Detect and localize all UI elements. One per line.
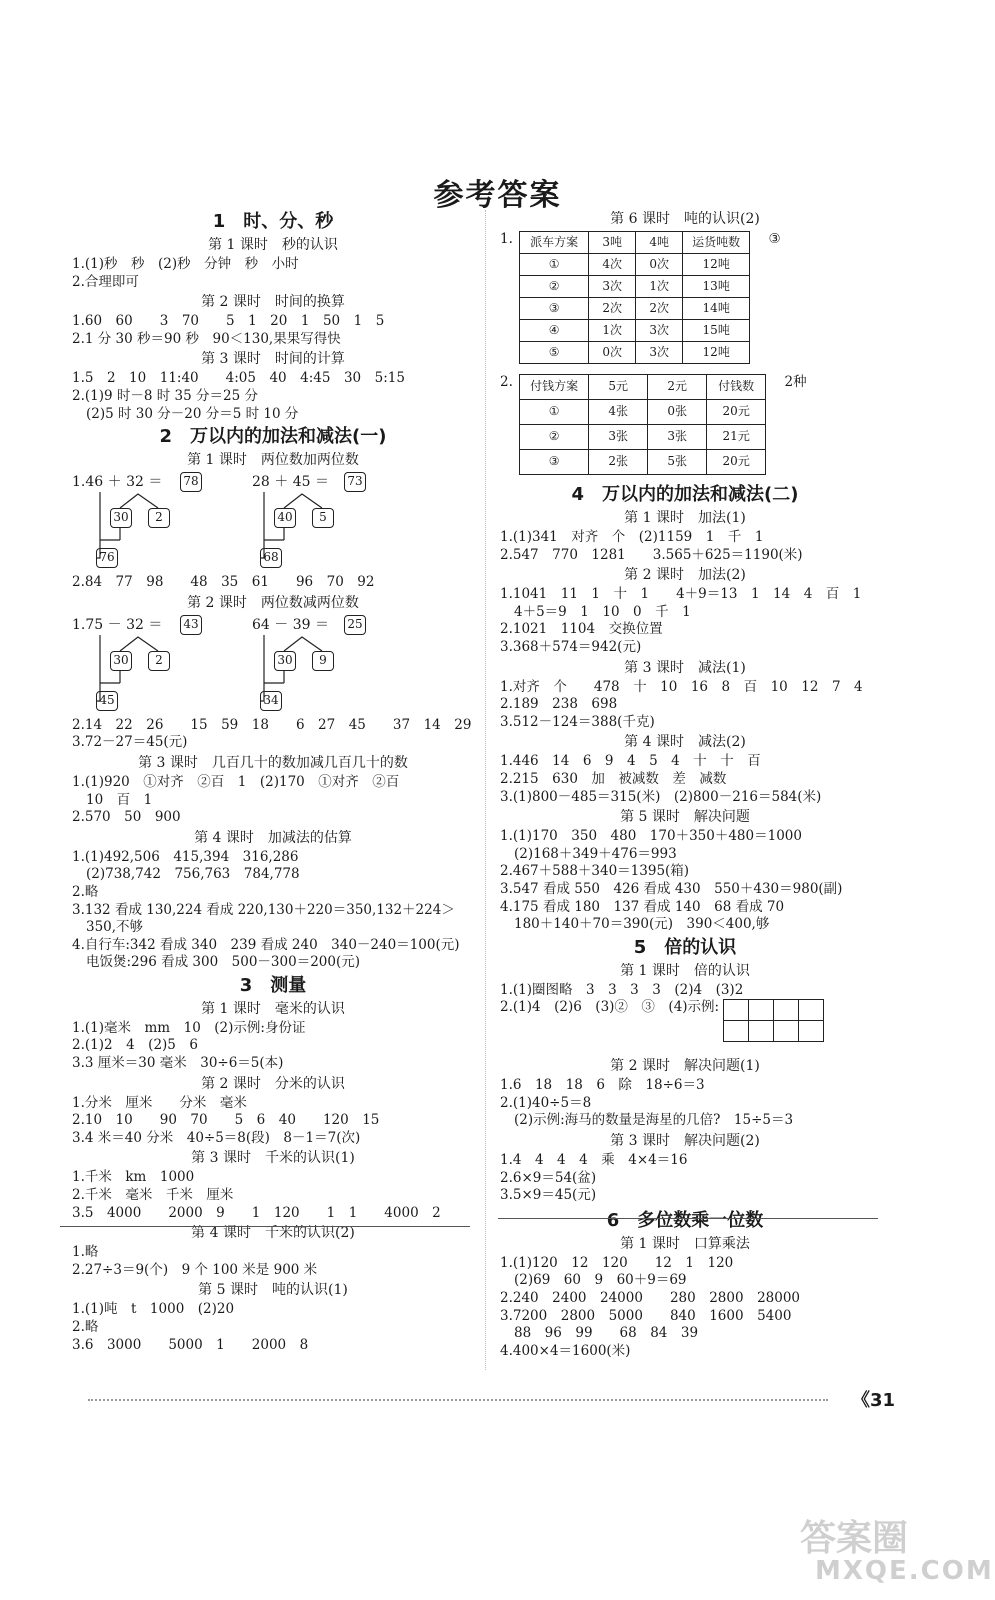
lesson-heading: 第 5 课时 解决问题 bbox=[620, 809, 750, 826]
table-row bbox=[520, 276, 750, 298]
table-cell: 3次 bbox=[589, 276, 636, 298]
split-box: 9 bbox=[312, 651, 334, 671]
lesson-heading: 第 2 课时 两位数减两位数 bbox=[187, 594, 359, 611]
diff-box: 45 bbox=[96, 691, 118, 711]
table-cell: 20元 bbox=[707, 450, 766, 475]
answer-line: 3.132 看成 130,224 看成 220,130＋220＝350,132＋224＞ bbox=[72, 901, 455, 918]
lesson-heading: 第 2 课时 加法(2) bbox=[624, 567, 746, 584]
horizontal-rule bbox=[60, 1226, 470, 1227]
lesson-heading: 第 3 课时 几百几十的数加减几百几十的数 bbox=[138, 754, 408, 771]
subtraction-diagram: 1.75 － 32 ＝ 43 30 2 45 64 － 39 ＝ 25 30 9 34 bbox=[72, 615, 474, 713]
table-row bbox=[520, 254, 750, 276]
table-cell: ① bbox=[520, 254, 589, 276]
lesson-heading: 第 3 课时 时间的计算 bbox=[201, 351, 345, 368]
answer-line: 3.547 看成 550 426 看成 430 550＋430＝980(副) bbox=[500, 880, 843, 897]
section-heading: 2 万以内的加法和减法(一) bbox=[159, 426, 387, 448]
lesson-heading: 第 3 课时 解决问题(2) bbox=[610, 1133, 760, 1150]
answer-line: 180＋140＋70＝390(元) 390＜400,够 bbox=[514, 916, 770, 933]
truck-plan-table bbox=[519, 231, 750, 364]
answer-line: (2)738,742 756,763 784,778 bbox=[86, 866, 300, 883]
answer-line: 1.(1)毫米 mm 10 (2)示例:身份证 bbox=[72, 1019, 306, 1036]
lesson-heading: 第 5 课时 吨的认识(1) bbox=[198, 1282, 348, 1299]
answer-line: 1.1041 11 1 十 1 4＋9＝13 1 14 4 百 1 bbox=[500, 586, 862, 603]
answer-line: 3.5×9＝45(元) bbox=[500, 1187, 597, 1204]
answer-line: 1.6 18 18 6 除 18÷6＝3 bbox=[500, 1077, 705, 1094]
split-box: 30 bbox=[110, 651, 132, 671]
table-cell: 3张 bbox=[589, 425, 648, 450]
answer-line: 2.570 50 900 bbox=[72, 809, 181, 826]
answer-line: 1.(1)秒 秒 (2)秒 分钟 秒 小时 bbox=[72, 256, 299, 272]
answer-line: 2.240 2400 24000 280 2800 28000 bbox=[500, 1290, 801, 1307]
sum-box: 76 bbox=[96, 548, 118, 568]
answer-line: 3.368＋574＝942(元) bbox=[500, 638, 642, 655]
answer-line: 4.175 看成 180 137 看成 140 68 看成 70 bbox=[500, 898, 785, 915]
split-box: 40 bbox=[274, 508, 296, 528]
table-cell: ④ bbox=[520, 320, 589, 342]
diagram-lines bbox=[72, 472, 472, 570]
answer-line: 1.446 14 6 9 4 5 4 十 十 百 bbox=[500, 753, 761, 770]
answer-line: (2)5 时 30 分－20 分＝5 时 10 分 bbox=[86, 405, 299, 422]
answer-line: 2.(1)2 4 (2)5 6 bbox=[72, 1037, 198, 1054]
watermark-logo: 答案圈 bbox=[800, 1518, 909, 1559]
answer-line: 2.27÷3＝9(个) 9 个 100 米是 900 米 bbox=[72, 1261, 318, 1278]
answer-line: 2.189 238 698 bbox=[500, 696, 618, 713]
table-header-cell: 派车方案 bbox=[520, 232, 589, 254]
table-cell: 3次 bbox=[636, 342, 683, 364]
payment-plan-table bbox=[519, 374, 766, 475]
answer-line: 3.6 3000 5000 1 2000 8 bbox=[72, 1336, 309, 1353]
answer-line: 10 百 1 bbox=[86, 791, 153, 808]
split-box: 5 bbox=[312, 508, 334, 528]
lesson-heading: 第 1 课时 倍的认识 bbox=[620, 962, 750, 979]
lesson-heading: 第 1 课时 加法(1) bbox=[624, 510, 746, 526]
lesson-heading: 第 2 课时 时间的换算 bbox=[201, 294, 345, 311]
answer-line: 2.467＋588＋340＝1395(箱) bbox=[500, 863, 690, 880]
lesson-heading: 第 4 课时 加减法的估算 bbox=[194, 829, 352, 846]
table-header-cell: 5元 bbox=[589, 375, 648, 400]
answer-line: 2.547 770 1281 3.565＋625＝1190(米) bbox=[500, 546, 803, 563]
table-cell: 14吨 bbox=[683, 298, 750, 320]
right-column bbox=[500, 208, 870, 1360]
answer-line: 2.(1)4 (2)6 (3)② ③ (4)示例: bbox=[500, 999, 720, 1016]
answer-line: 4.自行车:342 看成 340 239 看成 240 340－240＝100(元) bbox=[72, 936, 460, 953]
answer-line: 1.略 bbox=[72, 1244, 99, 1261]
table-cell: 5张 bbox=[648, 450, 707, 475]
answer-line: 3.5 4000 2000 9 1 120 1 1 4000 2 bbox=[72, 1204, 441, 1221]
split-box: 2 bbox=[148, 651, 170, 671]
table-header-cell: 4吨 bbox=[636, 232, 683, 254]
expression: 28 ＋ 45 ＝ bbox=[252, 474, 329, 491]
diagram-lines bbox=[72, 615, 472, 713]
answer-line: 1.60 60 3 70 5 1 20 1 50 1 5 bbox=[72, 313, 385, 330]
table-row bbox=[520, 298, 750, 320]
lesson-heading: 第 1 课时 秒的认识 bbox=[208, 237, 338, 253]
expression: 46 ＋ 32 ＝ bbox=[85, 474, 163, 491]
table-header-cell: 3吨 bbox=[589, 232, 636, 254]
split-box: 2 bbox=[148, 508, 170, 528]
left-column bbox=[72, 208, 474, 1354]
page-number: 《31 bbox=[852, 1390, 896, 1411]
expression: 75 － 32 ＝ bbox=[85, 616, 163, 633]
table-cell: 2张 bbox=[589, 450, 648, 475]
answer-line: 1.千米 km 1000 bbox=[72, 1169, 195, 1186]
payment-plan-table-block bbox=[500, 374, 870, 475]
answer-line: 1.(1)920 ①对齐 ②百 1 (2)170 ①对齐 ②百 bbox=[72, 773, 400, 790]
watermark-url: MXQE.COM bbox=[815, 1556, 994, 1586]
lesson-heading: 第 1 课时 两位数加两位数 bbox=[187, 452, 359, 469]
answer-line: 1.4 4 4 4 乘 4×4＝16 bbox=[500, 1152, 688, 1169]
table-cell: 15吨 bbox=[683, 320, 750, 342]
table-cell: 20元 bbox=[707, 400, 766, 425]
lesson-heading: 第 1 课时 口算乘法 bbox=[620, 1235, 750, 1252]
table-cell: 2次 bbox=[636, 298, 683, 320]
answer-line: 3.3 厘米＝30 毫米 30÷6＝5(本) bbox=[72, 1055, 284, 1072]
table-row bbox=[520, 342, 750, 364]
table-header-cell: 2元 bbox=[648, 375, 707, 400]
table-header-cell: 付钱数 bbox=[707, 375, 766, 400]
answer-line: 2.千米 毫米 千米 厘米 bbox=[72, 1187, 234, 1204]
table-header-row bbox=[520, 232, 750, 254]
answer-line: 350,不够 bbox=[86, 919, 144, 936]
answer-line: 1.(1)492,506 415,394 316,286 bbox=[72, 848, 299, 865]
answer-line: 3.4 米＝40 分米 40÷5＝8(段) 8－1＝7(次) bbox=[72, 1129, 361, 1146]
table-row bbox=[520, 320, 750, 342]
lesson-heading: 第 2 课时 解决问题(1) bbox=[610, 1058, 760, 1075]
diff-box: 34 bbox=[260, 691, 282, 711]
split-box: 30 bbox=[110, 508, 132, 528]
table-cell: 1次 bbox=[589, 320, 636, 342]
answer-line: 1.(1)341 对齐 个 (2)1159 1 千 1 bbox=[500, 529, 764, 545]
answer-line: 2.10 10 90 70 5 6 40 120 15 bbox=[72, 1112, 380, 1129]
table-cell: 12吨 bbox=[683, 342, 750, 364]
answer-line: 1.分米 厘米 分米 毫米 bbox=[72, 1094, 247, 1111]
column-divider bbox=[485, 210, 486, 1370]
footer-dotted-rule bbox=[88, 1399, 828, 1401]
table-cell: 0次 bbox=[589, 342, 636, 364]
answer-line-with-grid bbox=[500, 999, 870, 1055]
table-header-cell: 运货吨数 bbox=[683, 232, 750, 254]
answer-line: 3.512－124＝388(千克) bbox=[500, 713, 655, 730]
double-chevron-left-icon: 《 bbox=[852, 1390, 870, 1411]
answer-note: ③ bbox=[768, 231, 781, 247]
answer-line: 2.6×9＝54(盆) bbox=[500, 1169, 597, 1186]
table-cell: 21元 bbox=[707, 425, 766, 450]
lesson-heading: 第 1 课时 毫米的认识 bbox=[201, 1000, 345, 1017]
answer-line: 1.(1)吨 t 1000 (2)20 bbox=[72, 1301, 235, 1318]
lesson-heading: 第 4 课时 减法(2) bbox=[624, 734, 746, 751]
section-heading: 5 倍的认识 bbox=[633, 936, 737, 958]
answer-line: 4＋5＝9 1 10 0 千 1 bbox=[514, 603, 691, 620]
table-cell: 0次 bbox=[636, 254, 683, 276]
table-cell: 3张 bbox=[648, 425, 707, 450]
result-box: 73 bbox=[344, 472, 366, 492]
section-heading: 4 万以内的加法和减法(二) bbox=[571, 484, 799, 505]
result-box: 43 bbox=[180, 615, 202, 635]
table-cell: ② bbox=[520, 425, 589, 450]
answer-line: (2)示例:海马的数量是海星的几倍? 15÷5＝3 bbox=[514, 1112, 794, 1129]
result-box: 25 bbox=[344, 615, 366, 635]
table-cell: 12吨 bbox=[683, 254, 750, 276]
answer-line: 3.72－27＝45(元) bbox=[72, 734, 188, 751]
table-row bbox=[520, 425, 766, 450]
answer-line: 电饭煲:296 看成 300 500－300＝200(元) bbox=[86, 954, 361, 971]
answer-line: 2.(1)40÷5＝8 bbox=[500, 1094, 592, 1111]
sum-box: 68 bbox=[260, 548, 282, 568]
answer-line: 2.215 630 加 被减数 差 减数 bbox=[500, 770, 727, 787]
table-cell: ③ bbox=[520, 298, 589, 320]
lesson-heading: 第 6 课时 吨的认识(2) bbox=[610, 211, 760, 227]
table-cell: ② bbox=[520, 276, 589, 298]
table-cell: 2次 bbox=[589, 298, 636, 320]
answer-line: 2.合理即可 bbox=[72, 273, 139, 290]
table-cell: ③ bbox=[520, 450, 589, 475]
table-cell: ① bbox=[520, 400, 589, 425]
section-heading: 3 测量 bbox=[239, 974, 307, 996]
answer-line: 1.(1)圈图略 3 3 3 3 (2)4 (3)2 bbox=[500, 981, 744, 998]
answer-line: 1.(1)170 350 480 170＋350＋480＝1000 bbox=[500, 828, 802, 845]
table-cell: 0张 bbox=[648, 400, 707, 425]
table-header-cell: 付钱方案 bbox=[520, 375, 589, 400]
table-cell: 1次 bbox=[636, 276, 683, 298]
table-cell: 3次 bbox=[636, 320, 683, 342]
question-number: 2. bbox=[500, 374, 513, 390]
answer-line: 1.5 2 10 11:40 4:05 40 4:45 30 5:15 bbox=[72, 370, 405, 387]
result-box: 78 bbox=[180, 472, 202, 492]
answer-line: 1.对齐 个 478 十 10 16 8 百 10 12 7 4 bbox=[500, 678, 863, 695]
example-grid bbox=[723, 999, 824, 1042]
answer-note: 2种 bbox=[784, 374, 807, 390]
question-number: 1. bbox=[500, 231, 513, 247]
answer-line: 4.400×4＝1600(米) bbox=[500, 1342, 631, 1359]
section-heading: 1 时、分、秒 bbox=[212, 211, 334, 232]
table-row bbox=[520, 400, 766, 425]
answer-line: 2.略 bbox=[72, 1319, 99, 1335]
table-cell: 4次 bbox=[589, 254, 636, 276]
answer-line: (2)69 60 9 60＋9＝69 bbox=[514, 1272, 687, 1289]
answer-line: 88 96 99 68 84 39 bbox=[514, 1325, 699, 1342]
answer-line: 2.1 分 30 秒＝90 秒 90＜130,果果写得快 bbox=[72, 330, 341, 347]
table-cell: ⑤ bbox=[520, 342, 589, 364]
expression: 64 － 39 ＝ bbox=[252, 616, 329, 633]
lesson-heading: 第 3 课时 千米的认识(1) bbox=[191, 1150, 355, 1167]
lesson-heading: 第 3 课时 减法(1) bbox=[624, 659, 746, 676]
table-cell: 4张 bbox=[589, 400, 648, 425]
section-heading: 6 多位数乘一位数 bbox=[606, 1209, 764, 1231]
truck-plan-table-block bbox=[500, 231, 870, 364]
table-row bbox=[520, 450, 766, 475]
addition-diagram: 1.46 ＋ 32 ＝ 78 30 2 76 28 ＋ 45 ＝ 73 40 5 68 bbox=[72, 472, 474, 570]
answer-line: 2.略 bbox=[72, 883, 99, 900]
lesson-heading: 第 2 课时 分米的认识 bbox=[201, 1075, 345, 1092]
lesson-heading: 第 4 课时 千米的认识(2) bbox=[191, 1225, 355, 1242]
horizontal-rule bbox=[498, 1218, 878, 1219]
answer-line: 2.14 22 26 15 59 18 6 27 45 37 14 29 bbox=[72, 716, 472, 733]
split-box: 30 bbox=[274, 651, 296, 671]
answer-line: (2)168＋349＋476＝993 bbox=[514, 845, 677, 862]
table-cell: 13吨 bbox=[683, 276, 750, 298]
answer-line: 2.84 77 98 48 35 61 96 70 92 bbox=[72, 574, 375, 591]
answer-line: 2.(1)9 时－8 时 35 分＝25 分 bbox=[72, 387, 258, 404]
answer-line: 3.(1)800－485＝315(米) (2)800－216＝584(米) bbox=[500, 788, 822, 805]
answer-line: 2.1021 1104 交换位置 bbox=[500, 621, 663, 638]
answer-line: 1.(1)120 12 120 12 1 120 bbox=[500, 1254, 734, 1271]
page-title: 参考答案 bbox=[433, 178, 562, 213]
answer-line: 3.7200 2800 5000 840 1600 5400 bbox=[500, 1307, 792, 1324]
table-header-row bbox=[520, 375, 766, 400]
